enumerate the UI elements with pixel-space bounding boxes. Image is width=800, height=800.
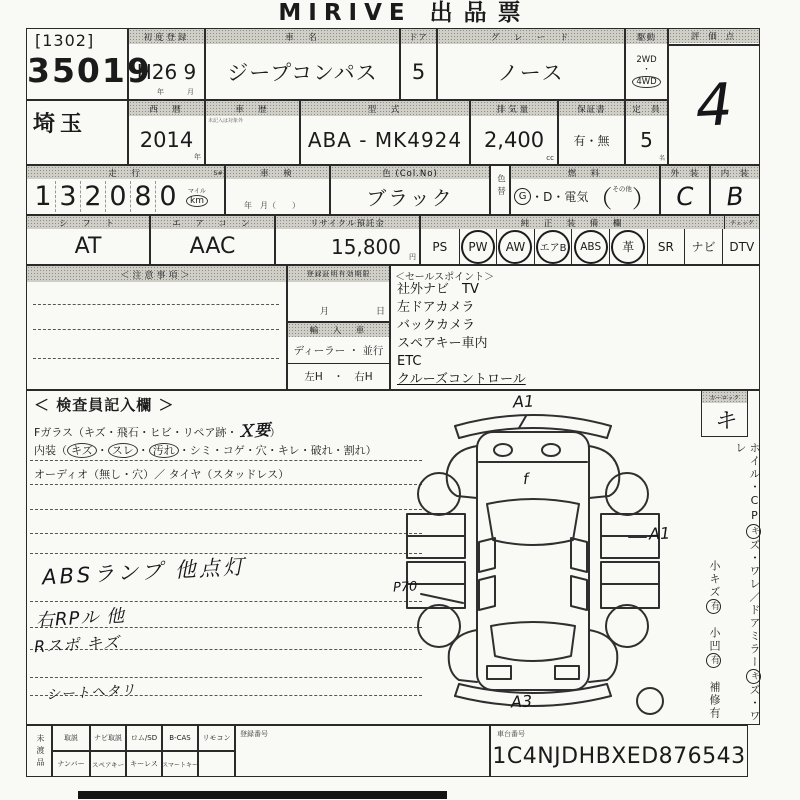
undelivered-label: 未渡品 bbox=[36, 734, 45, 770]
western-year-cell bbox=[128, 100, 205, 165]
interior-circled-yogore: 汚れ bbox=[149, 443, 179, 458]
diagram-mark-front: A1 bbox=[512, 391, 535, 412]
bottom-cell: スペアキー bbox=[90, 751, 126, 777]
shift-label: シ フ ト bbox=[27, 216, 149, 229]
page-title bbox=[235, 0, 575, 26]
exterior-cell bbox=[660, 165, 710, 215]
fuel-cell bbox=[510, 165, 660, 215]
sales-points-list bbox=[397, 281, 526, 389]
odo-digit: 2 bbox=[81, 181, 106, 212]
bottom-cell: キーレス bbox=[126, 751, 162, 777]
score-cell bbox=[668, 45, 760, 165]
fuel-paren-close: ） bbox=[631, 185, 656, 213]
fuel-paren-open: （ bbox=[588, 185, 613, 213]
diagram-mark-hood: f bbox=[522, 469, 529, 489]
mileage-unit bbox=[186, 186, 208, 207]
sales-point: バックカメラ bbox=[397, 318, 476, 333]
odometer bbox=[27, 179, 224, 214]
title-latin: MIRIVE bbox=[278, 0, 412, 26]
sales-point: 社外ナビ TV bbox=[397, 282, 479, 297]
chassis-number-label: 車台番号 bbox=[497, 730, 525, 738]
equipment-check-label: チェック bbox=[724, 216, 759, 229]
chassis-number-cell bbox=[490, 725, 748, 777]
grade-cell bbox=[437, 28, 625, 100]
car-diagram bbox=[393, 392, 713, 724]
color-value: ブラック bbox=[366, 186, 454, 210]
fuel-gasoline-circled: G bbox=[514, 188, 531, 205]
chassis-number-value: 1C4NJDHBXED876543 bbox=[492, 743, 746, 769]
circled-ari-2: 有 bbox=[706, 653, 721, 668]
mile-label: マイル bbox=[188, 188, 206, 195]
history-cell bbox=[205, 100, 300, 165]
import-handle: 左H ・ 右H bbox=[304, 370, 373, 383]
inspector-glass-line: Fガラス（キズ・飛石・ヒビ・リペア跡・Ｘ要） bbox=[34, 418, 281, 441]
odo-digit: 3 bbox=[56, 181, 81, 212]
validity-label: 登録証明有効期限 bbox=[288, 266, 389, 282]
grade-value: ノース bbox=[497, 60, 565, 85]
lot-code: [1302] bbox=[35, 31, 95, 50]
western-year-value: 2014 bbox=[139, 128, 194, 152]
odo-digit: 8 bbox=[131, 181, 156, 212]
aircon-value: AAC bbox=[189, 234, 236, 259]
fuel-other: その他 bbox=[612, 185, 632, 193]
door-label: ドア bbox=[401, 29, 436, 44]
sales-point: スペアキー車内 bbox=[397, 336, 488, 351]
inspector-header: ＜ 検査員記入欄 ＞ bbox=[34, 396, 175, 414]
import-dealer: ディーラー ・ 並行 bbox=[288, 337, 389, 364]
displacement-value: 2,400 bbox=[483, 128, 545, 152]
equipment-label: 純 正 装 備 欄 bbox=[421, 216, 724, 229]
shift-value: AT bbox=[74, 234, 102, 259]
color-label: 色 (Col.No) bbox=[331, 166, 489, 179]
exterior-grade: C bbox=[675, 181, 695, 212]
car-name-cell bbox=[205, 28, 400, 100]
first-registration-cell bbox=[128, 28, 205, 100]
mileage-label: 走 行 bbox=[27, 166, 224, 179]
bottom-cell: ロム/SD bbox=[126, 725, 162, 751]
capacity-cell bbox=[625, 100, 668, 165]
car-name-value: ジープコンパス bbox=[227, 60, 378, 85]
recycle-cell bbox=[275, 215, 420, 265]
bottom-cell: リモコン bbox=[198, 725, 235, 751]
drive-2wd: 2WD bbox=[636, 54, 657, 65]
displacement-label: 排気量 bbox=[471, 101, 557, 116]
door-value: 5 bbox=[411, 59, 426, 84]
car-name-label: 車 名 bbox=[206, 29, 399, 44]
color-change-cell bbox=[490, 165, 510, 215]
history-note: 未記入は対象外 bbox=[208, 118, 244, 124]
history-label: 車 歴 bbox=[206, 101, 299, 116]
sales-points-label: ＜セールスポイント＞ bbox=[395, 272, 495, 283]
capacity-value: 5 bbox=[640, 128, 653, 152]
fuel-value bbox=[511, 179, 659, 214]
drive-dot: ・ bbox=[642, 65, 651, 76]
hand-note-rp: 右RPル 他 bbox=[35, 605, 126, 632]
first-registration-value: H26 9 bbox=[136, 59, 197, 84]
circled-ki-2: キ bbox=[746, 669, 761, 684]
odo-digit: 0 bbox=[159, 181, 177, 212]
equipment-block bbox=[420, 215, 760, 265]
bottom-scan-bar bbox=[78, 791, 447, 799]
score-header bbox=[668, 28, 760, 45]
km-label-circled: km bbox=[186, 195, 208, 207]
grade-label: グ レ ー ド bbox=[438, 29, 624, 44]
capacity-label: 定 員 bbox=[626, 101, 667, 116]
carlock-label: カーロック bbox=[702, 391, 747, 403]
registration-number-cell bbox=[235, 725, 490, 777]
odo-digit: 0 bbox=[106, 181, 131, 212]
score-label: 評 価 点 bbox=[669, 29, 759, 43]
equipment-item: エアB bbox=[534, 229, 572, 264]
reg-year-label: 年 bbox=[157, 88, 164, 96]
import-box bbox=[287, 322, 390, 390]
first-registration-label: 初度登録 bbox=[129, 29, 204, 44]
validity-month: 月 bbox=[320, 307, 330, 317]
inspector-audio-line: オーディオ（無し・穴）／ タイヤ（スタッドレス） bbox=[34, 468, 290, 481]
prefecture-box bbox=[26, 100, 128, 165]
aircon-label: エ ア コ ン bbox=[151, 216, 274, 229]
interior-circled-kizu: キズ bbox=[67, 443, 97, 458]
warranty-cell bbox=[558, 100, 625, 165]
bottom-cell bbox=[198, 751, 235, 777]
bottom-cell: B-CAS bbox=[162, 725, 198, 751]
sales-point: クルーズコントロール bbox=[397, 372, 526, 387]
bottom-cell: スマートキー bbox=[162, 751, 198, 777]
displacement-cell bbox=[470, 100, 558, 165]
undelivered-cell bbox=[26, 725, 52, 777]
car-topview-drawing bbox=[393, 392, 713, 724]
equipment-item: AW bbox=[496, 229, 534, 264]
title-jp: 出品票 bbox=[429, 0, 532, 26]
interior-circled-sure: スレ bbox=[108, 443, 138, 458]
shaken-label: 車 検 bbox=[226, 166, 329, 179]
registration-number-label: 登録番号 bbox=[240, 730, 268, 738]
sidebar-damage-line1: ホイル・CPキズ・ワレ／ドアミラーキズ・ワレ bbox=[734, 442, 761, 723]
score-value: 4 bbox=[693, 70, 735, 140]
interior-cell bbox=[710, 165, 760, 215]
drive-value bbox=[626, 44, 667, 99]
shaken-cell bbox=[225, 165, 330, 215]
fuel-label: 燃 料 bbox=[511, 166, 659, 179]
displacement-unit: cc bbox=[546, 154, 554, 162]
mileage-s-label: S# bbox=[213, 169, 223, 177]
mileage-cell bbox=[26, 165, 225, 215]
validity-box bbox=[287, 265, 390, 322]
equipment-item: PS bbox=[432, 239, 448, 254]
notes-label: ＜注意事項＞ bbox=[27, 266, 286, 282]
fuel-rest: ・D・電気 bbox=[531, 190, 589, 204]
shift-cell bbox=[26, 215, 150, 265]
equipment-item: ナビ bbox=[684, 229, 722, 264]
diagram-mark-left: P70 bbox=[392, 579, 418, 596]
recycle-value: 15,800 bbox=[331, 234, 401, 259]
reg-month-label: 月 bbox=[187, 88, 194, 96]
western-year-suffix: 年 bbox=[194, 153, 201, 161]
drive-4wd-circled: 4WD bbox=[632, 76, 660, 89]
prefecture: 埼玉 bbox=[33, 112, 88, 137]
capacity-unit: 名 bbox=[658, 155, 665, 162]
inspector-interior-line: 内装（ キズ ・ スレ ・ 汚れ ・シミ・コゲ・穴・キレ・破れ・割れ） bbox=[34, 444, 377, 457]
model-value: ABA - MK4924 bbox=[307, 128, 463, 152]
sales-point: 左ドアカメラ bbox=[397, 300, 475, 315]
shaken-hint: 年 月（ ） bbox=[244, 201, 300, 210]
color-change-label: 色替 bbox=[495, 174, 506, 199]
equipment-item: DTV bbox=[722, 229, 761, 264]
lot-number: 35019 bbox=[27, 51, 152, 90]
warranty-value: 有・無 bbox=[573, 133, 610, 148]
diagram-mark-right: A1 bbox=[648, 523, 671, 544]
odo-digit: 1 bbox=[31, 181, 56, 212]
hand-note-seat: シートヘタリ bbox=[45, 682, 137, 704]
import-label: 輸 入 車 bbox=[288, 323, 389, 337]
bottom-cell: ナンバー bbox=[52, 751, 90, 777]
validity-day: 日 bbox=[375, 307, 385, 317]
equipment-item: 革 bbox=[609, 229, 647, 264]
drive-cell bbox=[625, 28, 668, 100]
sidebar-damage-line2: 小キズ有 小凹有 補修有 bbox=[708, 560, 721, 720]
recycle-unit: 円 bbox=[409, 253, 416, 261]
model-label: 型 式 bbox=[301, 101, 469, 116]
bottom-cell: ナビ取説 bbox=[90, 725, 126, 751]
equipment-item: SR bbox=[647, 229, 685, 264]
color-cell bbox=[330, 165, 490, 215]
sales-points-box bbox=[390, 265, 760, 390]
lot-box bbox=[26, 28, 152, 100]
recycle-label: リサイクル預託金 bbox=[276, 216, 419, 229]
model-cell bbox=[300, 100, 470, 165]
diagram-mark-rear: A3 bbox=[510, 691, 533, 712]
western-year-label: 西 暦 bbox=[129, 101, 204, 116]
equipment-item: PW bbox=[459, 229, 497, 264]
door-cell bbox=[400, 28, 437, 100]
bottom-cell: 取説 bbox=[52, 725, 90, 751]
aircon-cell bbox=[150, 215, 275, 265]
interior-grade: B bbox=[725, 181, 745, 212]
drive-label: 駆動 bbox=[626, 29, 667, 44]
warranty-label: 保証書 bbox=[559, 101, 624, 116]
hand-note-abs: ABSランプ 他点灯 bbox=[41, 554, 248, 590]
interior-label: 内 装 bbox=[711, 166, 759, 179]
carlock-value: キ bbox=[712, 408, 737, 435]
sales-point: ETC bbox=[397, 354, 422, 369]
exterior-label: 外 装 bbox=[661, 166, 709, 179]
hand-note-rspo: Rスポ キズ bbox=[33, 632, 121, 657]
circled-ari-1: 有 bbox=[706, 599, 721, 614]
equipment-item: ABS bbox=[571, 229, 609, 264]
carlock-box bbox=[701, 390, 748, 437]
glass-hand-mark: Ｘ要 bbox=[237, 420, 271, 441]
odometer-digits bbox=[31, 179, 180, 214]
circled-ki-1: キ bbox=[746, 524, 761, 539]
notes-box bbox=[26, 265, 287, 390]
